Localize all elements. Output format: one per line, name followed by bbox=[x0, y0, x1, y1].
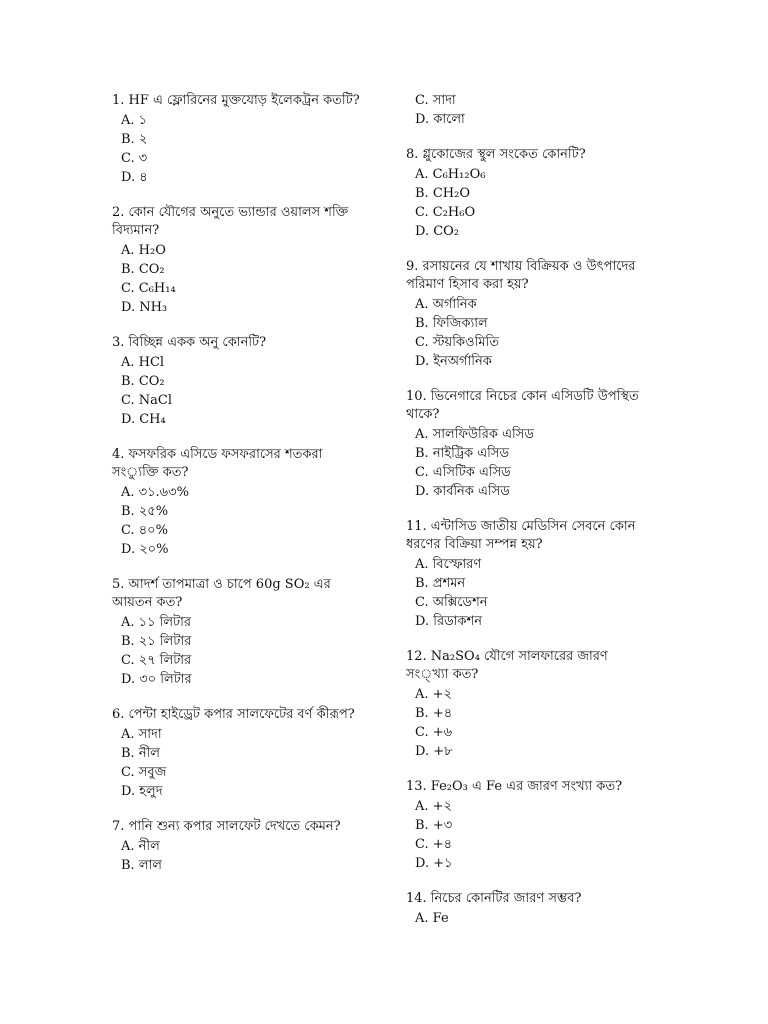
option-list bbox=[406, 296, 652, 372]
option-d: D. +৮ bbox=[415, 744, 453, 759]
option-d: D. +১ bbox=[415, 856, 453, 871]
option-list bbox=[112, 354, 362, 430]
question-4 bbox=[112, 446, 362, 560]
question-text: 4. ফসফরিক এসিডে ফসফরাসের শতকরা সং্যুক্তি কত? bbox=[112, 447, 323, 480]
question-12 bbox=[406, 648, 652, 762]
option-b: B. নীল bbox=[121, 746, 160, 761]
question-text: 9. রসায়নের যে শাখায় বিক্রিয়ক ও উৎপাদের পরিমাণ হিসাব করা হয়? bbox=[406, 259, 636, 292]
option-b: B. নাইট্রিক এসিড bbox=[415, 446, 510, 461]
option-d: D. রিডাকশন bbox=[415, 614, 482, 629]
option-list bbox=[406, 166, 652, 242]
option-a: A. Fe bbox=[415, 911, 449, 926]
option-b: B. প্রশমন bbox=[415, 576, 466, 591]
option-a: A. বিস্ফোরণ bbox=[415, 557, 482, 572]
option-c: C. C₆H₁₄ bbox=[121, 281, 176, 296]
option-d: D. হলুদ bbox=[121, 784, 163, 799]
option-b: B. CO₂ bbox=[121, 262, 165, 277]
question-text: 1. HF এ ফ্লোরিনের মুক্তযোড় ইলেকট্রন কতটি? bbox=[112, 93, 360, 108]
option-a: A. সাদা bbox=[121, 727, 162, 742]
question-9 bbox=[406, 258, 652, 372]
question-2 bbox=[112, 204, 362, 318]
question-text: 6. পেন্টা হাইড্রেট কপার সালফেটের বর্ণ কীরূপ? bbox=[112, 707, 355, 722]
right-column bbox=[406, 92, 652, 945]
option-a: A. ১ bbox=[121, 113, 148, 128]
option-d: D. ৩০ লিটার bbox=[121, 672, 192, 687]
option-a: A. নীল bbox=[121, 839, 160, 854]
option-list bbox=[406, 686, 652, 762]
option-a: A. H₂O bbox=[121, 243, 166, 258]
option-c: C. +৪ bbox=[415, 837, 453, 852]
option-list bbox=[406, 798, 652, 874]
option-c: C. C₂H₆O bbox=[415, 205, 476, 220]
question-14 bbox=[406, 890, 652, 929]
option-a: A. অর্গানিক bbox=[415, 297, 477, 312]
question-1 bbox=[112, 92, 362, 188]
question-5 bbox=[112, 576, 362, 690]
question-10 bbox=[406, 388, 652, 502]
option-c: C. ৪০% bbox=[121, 523, 168, 538]
question-text: 2. কোন যৌগের অনুতে ভ্যান্ডার ওয়ালস শক্তি বিদ্যমান? bbox=[112, 205, 349, 238]
option-a: A. +২ bbox=[415, 799, 452, 814]
option-c: C. এসিটিক এসিড bbox=[415, 465, 511, 480]
question-text: 3. বিচ্ছিন্ন একক অনু কোনটি? bbox=[112, 335, 267, 350]
question-text: 5. আদর্শ তাপমাত্রা ও চাপে 60g SO₂ এর আয়তন কত? bbox=[112, 577, 331, 610]
question-13 bbox=[406, 778, 652, 874]
option-c: C. সবুজ bbox=[121, 765, 167, 780]
option-list bbox=[112, 726, 362, 802]
question-7 bbox=[112, 818, 362, 876]
option-b: B. ২৫% bbox=[121, 504, 169, 519]
option-list bbox=[406, 426, 652, 502]
option-d: D. ২০% bbox=[121, 542, 169, 557]
option-b: B. লাল bbox=[121, 858, 162, 873]
question-text: 12. Na₂SO₄ যৌগে সালফারের জারণ সং্খ্যা কত? bbox=[406, 649, 608, 682]
option-list bbox=[112, 112, 362, 188]
option-c: C. +৬ bbox=[415, 725, 453, 740]
option-c: C. ৩ bbox=[121, 151, 148, 166]
option-d: D. ৪ bbox=[121, 170, 148, 185]
option-b: B. CH₂O bbox=[415, 186, 470, 201]
question-text: 8. গ্লুকোজের স্থুল সংকেত কোনটি? bbox=[406, 147, 586, 162]
option-a: A. HCl bbox=[121, 355, 165, 370]
question-3 bbox=[112, 334, 362, 430]
question-text: 13. Fe₂O₃ এ Fe এর জারণ সংখ্যা কত? bbox=[406, 779, 623, 794]
option-a: A. +২ bbox=[415, 687, 452, 702]
question-8 bbox=[406, 146, 652, 242]
option-b: B. CO₂ bbox=[121, 374, 165, 389]
question-text: 11. এন্টাসিড জাতীয় মেডিসিন সেবনে কোন ধরণের বিক্রিয়া সম্পন্ন হয়? bbox=[406, 519, 636, 552]
option-b: B. +৩ bbox=[415, 818, 453, 833]
left-column bbox=[112, 92, 362, 892]
option-b: B. +৪ bbox=[415, 706, 453, 721]
option-list bbox=[406, 556, 652, 632]
option-c: C. NaCl bbox=[121, 393, 172, 408]
option-list bbox=[112, 838, 362, 876]
option-d: D. CO₂ bbox=[415, 224, 460, 239]
option-b: B. ২১ লিটার bbox=[121, 634, 192, 649]
option-b: B. ফিজিক্যাল bbox=[415, 316, 488, 331]
option-d: D. ইনঅর্গানিক bbox=[415, 354, 492, 369]
option-a: A. ১১ লিটার bbox=[121, 615, 192, 630]
question-text: 7. পানি শুন্য কপার সালফেট দেখতে কেমন? bbox=[112, 819, 341, 834]
option-d: D. কার্বনিক এসিড bbox=[415, 484, 510, 499]
question-11 bbox=[406, 518, 652, 632]
question-text: 14. নিচের কোনটির জারণ সম্ভব? bbox=[406, 891, 582, 906]
option-a: A. সালফিউরিক এসিড bbox=[415, 427, 534, 442]
option-list bbox=[112, 614, 362, 690]
option-list bbox=[406, 92, 652, 130]
question-6 bbox=[112, 706, 362, 802]
option-list bbox=[112, 484, 362, 560]
option-d: D. কালো bbox=[415, 112, 465, 127]
option-b: B. ২ bbox=[121, 132, 148, 147]
option-c: C. সাদা bbox=[415, 93, 456, 108]
option-c: C. ২৭ লিটার bbox=[121, 653, 192, 668]
option-d: D. CH₄ bbox=[121, 412, 166, 427]
option-d: D. NH₃ bbox=[121, 300, 168, 315]
option-a: A. ৩১.৬৩% bbox=[121, 485, 189, 500]
option-list bbox=[112, 242, 362, 318]
question-text: 10. ভিনেগারে নিচের কোন এসিডটি উপস্থিত থাকে? bbox=[406, 389, 639, 422]
option-list bbox=[406, 910, 652, 929]
option-c: C. অক্সিডেশন bbox=[415, 595, 488, 610]
option-a: A. C₆H₁₂O₆ bbox=[415, 167, 486, 182]
question-7-continued bbox=[406, 92, 652, 130]
option-c: C. স্টয়কিওমিতি bbox=[415, 335, 499, 350]
